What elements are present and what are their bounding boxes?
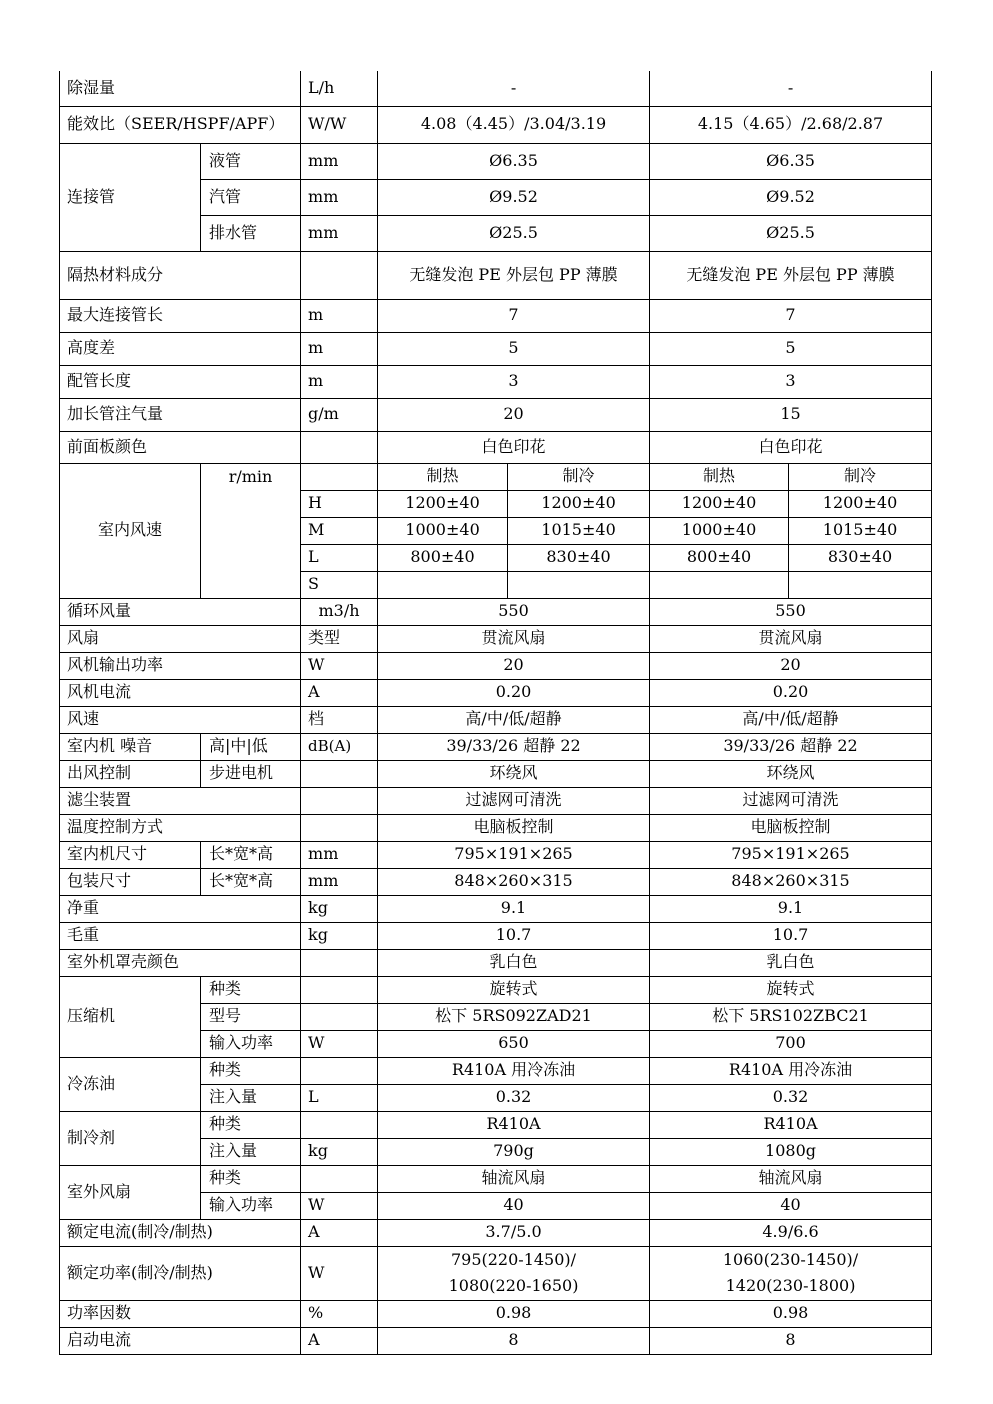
fan-speed-level: S <box>301 571 378 598</box>
label-airflow: 循环风量 <box>60 598 301 625</box>
fan-speed-heat-2: 制热 <box>650 463 789 490</box>
row-temp-ctrl <box>60 814 932 841</box>
value-pipe-gas-2: Ø9.52 <box>650 179 932 215</box>
fan-speed-cool-1: 制冷 <box>508 463 650 490</box>
value-noise-1: 39/33/26 超静 22 <box>378 733 650 760</box>
fan-speed-value: 1000±40 <box>650 517 789 544</box>
unit-outdoor-fan-power: W <box>301 1192 378 1219</box>
value-rated-power-1 <box>378 1246 650 1300</box>
label-filter: 滤尘装置 <box>60 787 301 814</box>
fan-speed-value: 830±40 <box>789 544 932 571</box>
value-compressor-power-1: 650 <box>378 1030 650 1057</box>
fan-speed-level-blank <box>301 463 378 490</box>
value-rated-power-1-line2: 1080(220-1650) <box>448 1276 579 1295</box>
unit-compressor-power: W <box>301 1030 378 1057</box>
fan-speed-value <box>508 571 650 598</box>
sublabel-package-size: 长*宽*高 <box>201 868 301 895</box>
unit-rated-power: W <box>301 1246 378 1300</box>
label-compressor-type: 种类 <box>201 976 301 1003</box>
value-compressor-power-2: 700 <box>650 1030 932 1057</box>
value-power-factor-1: 0.98 <box>378 1300 650 1327</box>
label-fan-speed: 室内风速 <box>60 463 201 598</box>
label-rated-power: 额定功率(制冷/制热) <box>60 1246 301 1300</box>
unit-extra-charge: g/m <box>301 398 378 431</box>
label-efficiency: 能效比（SEER/HSPF/APF） <box>60 106 301 143</box>
value-compressor-model-2: 松下 5RS102ZBC21 <box>650 1003 932 1030</box>
value-noise-2: 39/33/26 超静 22 <box>650 733 932 760</box>
label-rated-current: 额定电流(制冷/制热) <box>60 1219 301 1246</box>
row-outlet <box>60 760 932 787</box>
unit-pipe-gas: mm <box>301 179 378 215</box>
value-fan-power-2: 20 <box>650 652 932 679</box>
sublabel-outlet: 步进电机 <box>201 760 301 787</box>
value-rated-power-2-line2: 1420(230-1800) <box>725 1276 856 1295</box>
unit-fan-current: A <box>301 679 378 706</box>
unit-efficiency: W/W <box>301 106 378 143</box>
value-fan-current-1: 0.20 <box>378 679 650 706</box>
fan-speed-value: 1015±40 <box>508 517 650 544</box>
unit-outdoor-color <box>301 949 378 976</box>
label-gross-weight: 毛重 <box>60 922 301 949</box>
fan-speed-value: 800±40 <box>378 544 508 571</box>
value-outdoor-fan-type-2: 轴流风扇 <box>650 1165 932 1192</box>
unit-wind-speed: 档 <box>301 706 378 733</box>
value-indoor-size-2: 795×191×265 <box>650 841 932 868</box>
value-rated-power-2 <box>650 1246 932 1300</box>
value-extra-charge-2: 15 <box>650 398 932 431</box>
row-pipe-length <box>60 365 932 398</box>
value-indoor-size-1: 795×191×265 <box>378 841 650 868</box>
value-rated-current-2: 4.9/6.6 <box>650 1219 932 1246</box>
value-outdoor-fan-power-2: 40 <box>650 1192 932 1219</box>
value-max-pipe-1: 7 <box>378 299 650 332</box>
unit-airflow: m3/h <box>301 598 378 625</box>
fan-speed-cool-2: 制冷 <box>789 463 932 490</box>
value-oil-amount-1: 0.32 <box>378 1084 650 1111</box>
row-panel-color <box>60 431 932 463</box>
value-compressor-type-1: 旋转式 <box>378 976 650 1003</box>
label-refrigerant-type: 种类 <box>201 1111 301 1138</box>
label-dehumidify: 除湿量 <box>60 71 301 106</box>
row-oil-type <box>60 1057 932 1084</box>
row-filter <box>60 787 932 814</box>
label-pipe-liquid: 液管 <box>201 143 301 179</box>
row-start-current <box>60 1327 932 1354</box>
unit-oil-type <box>301 1057 378 1084</box>
label-indoor-size: 室内机尺寸 <box>60 841 201 868</box>
value-oil-type-2: R410A 用冷冻油 <box>650 1057 932 1084</box>
value-temp-ctrl-1: 电脑板控制 <box>378 814 650 841</box>
row-rated-current <box>60 1219 932 1246</box>
row-height-diff <box>60 332 932 365</box>
value-panel-color-1: 白色印花 <box>378 431 650 463</box>
unit-fan-speed: r/min <box>201 463 301 598</box>
unit-indoor-size: mm <box>301 841 378 868</box>
label-compressor-power: 输入功率 <box>201 1030 301 1057</box>
unit-refrigerant-amount: kg <box>301 1138 378 1165</box>
value-pipe-gas-1: Ø9.52 <box>378 179 650 215</box>
row-net-weight <box>60 895 932 922</box>
row-wind-speed <box>60 706 932 733</box>
row-pipe-liquid <box>60 143 932 179</box>
fan-speed-value <box>650 571 789 598</box>
unit-outdoor-fan-type <box>301 1165 378 1192</box>
row-power-factor <box>60 1300 932 1327</box>
unit-power-factor: % <box>301 1300 378 1327</box>
value-wind-speed-2: 高/中/低/超静 <box>650 706 932 733</box>
unit-filter <box>301 787 378 814</box>
row-fan-power <box>60 652 932 679</box>
label-extra-charge: 加长管注气量 <box>60 398 301 431</box>
fan-speed-value: 1200±40 <box>508 490 650 517</box>
value-pipe-liquid-2: Ø6.35 <box>650 143 932 179</box>
label-pipe: 连接管 <box>60 143 201 251</box>
value-compressor-type-2: 旋转式 <box>650 976 932 1003</box>
row-dehumidify <box>60 71 932 106</box>
value-outlet-1: 环绕风 <box>378 760 650 787</box>
label-pipe-length: 配管长度 <box>60 365 301 398</box>
fan-speed-value <box>378 571 508 598</box>
value-insulation-2: 无缝发泡 PE 外层包 PP 薄膜 <box>650 251 932 299</box>
value-pipe-drain-2: Ø25.5 <box>650 215 932 251</box>
row-fan-speed-header <box>60 463 932 490</box>
unit-height-diff: m <box>301 332 378 365</box>
row-insulation <box>60 251 932 299</box>
value-fan-1: 贯流风扇 <box>378 625 650 652</box>
value-outdoor-fan-power-1: 40 <box>378 1192 650 1219</box>
label-oil: 冷冻油 <box>60 1057 201 1111</box>
value-package-size-2: 848×260×315 <box>650 868 932 895</box>
value-start-current-1: 8 <box>378 1327 650 1354</box>
row-outdoor-color <box>60 949 932 976</box>
fan-speed-value: 1015±40 <box>789 517 932 544</box>
value-height-diff-2: 5 <box>650 332 932 365</box>
value-package-size-1: 848×260×315 <box>378 868 650 895</box>
row-rated-power <box>60 1246 932 1300</box>
label-pipe-gas: 汽管 <box>201 179 301 215</box>
value-fan-power-1: 20 <box>378 652 650 679</box>
value-wind-speed-1: 高/中/低/超静 <box>378 706 650 733</box>
label-fan-power: 风机输出功率 <box>60 652 301 679</box>
label-oil-amount: 注入量 <box>201 1084 301 1111</box>
value-height-diff-1: 5 <box>378 332 650 365</box>
value-outdoor-fan-type-1: 轴流风扇 <box>378 1165 650 1192</box>
row-efficiency <box>60 106 932 143</box>
value-rated-power-2-line1: 1060(230-1450)/ <box>722 1250 859 1269</box>
unit-fan: 类型 <box>301 625 378 652</box>
value-start-current-2: 8 <box>650 1327 932 1354</box>
label-insulation: 隔热材料成分 <box>60 251 301 299</box>
unit-panel-color <box>301 431 378 463</box>
value-fan-current-2: 0.20 <box>650 679 932 706</box>
row-extra-charge <box>60 398 932 431</box>
label-outdoor-fan: 室外风扇 <box>60 1165 201 1219</box>
value-gross-weight-2: 10.7 <box>650 922 932 949</box>
row-max-pipe <box>60 299 932 332</box>
label-compressor: 压缩机 <box>60 976 201 1057</box>
value-pipe-drain-1: Ø25.5 <box>378 215 650 251</box>
value-refrigerant-type-2: R410A <box>650 1111 932 1138</box>
value-max-pipe-2: 7 <box>650 299 932 332</box>
row-indoor-size <box>60 841 932 868</box>
label-fan-current: 风机电流 <box>60 679 301 706</box>
value-airflow-1: 550 <box>378 598 650 625</box>
unit-gross-weight: kg <box>301 922 378 949</box>
fan-speed-level: L <box>301 544 378 571</box>
value-panel-color-2: 白色印花 <box>650 431 932 463</box>
fan-speed-value: 1200±40 <box>789 490 932 517</box>
fan-speed-value: 1000±40 <box>378 517 508 544</box>
unit-pipe-drain: mm <box>301 215 378 251</box>
row-refrigerant-type <box>60 1111 932 1138</box>
unit-compressor-model <box>301 1003 378 1030</box>
label-power-factor: 功率因数 <box>60 1300 301 1327</box>
value-dehumidify-2: - <box>650 71 932 106</box>
value-efficiency-2: 4.15（4.65）/2.68/2.87 <box>650 106 932 143</box>
value-airflow-2: 550 <box>650 598 932 625</box>
value-outdoor-color-1: 乳白色 <box>378 949 650 976</box>
row-noise <box>60 733 932 760</box>
value-refrigerant-amount-1: 790g <box>378 1138 650 1165</box>
unit-dehumidify: L/h <box>301 71 378 106</box>
value-outdoor-color-2: 乳白色 <box>650 949 932 976</box>
label-outdoor-fan-type: 种类 <box>201 1165 301 1192</box>
row-outdoor-fan-type <box>60 1165 932 1192</box>
unit-refrigerant-type <box>301 1111 378 1138</box>
unit-fan-power: W <box>301 652 378 679</box>
fan-speed-level: M <box>301 517 378 544</box>
unit-max-pipe: m <box>301 299 378 332</box>
label-max-pipe: 最大连接管长 <box>60 299 301 332</box>
label-package-size: 包装尺寸 <box>60 868 201 895</box>
label-compressor-model: 型号 <box>201 1003 301 1030</box>
label-outdoor-color: 室外机罩壳颜色 <box>60 949 301 976</box>
fan-speed-value: 1200±40 <box>378 490 508 517</box>
unit-oil-amount: L <box>301 1084 378 1111</box>
row-package-size <box>60 868 932 895</box>
label-pipe-drain: 排水管 <box>201 215 301 251</box>
value-insulation-1: 无缝发泡 PE 外层包 PP 薄膜 <box>378 251 650 299</box>
value-temp-ctrl-2: 电脑板控制 <box>650 814 932 841</box>
value-rated-power-1-line1: 795(220-1450)/ <box>450 1250 577 1269</box>
label-fan: 风扇 <box>60 625 301 652</box>
value-filter-1: 过滤网可清洗 <box>378 787 650 814</box>
value-pipe-length-2: 3 <box>650 365 932 398</box>
label-height-diff: 高度差 <box>60 332 301 365</box>
label-start-current: 启动电流 <box>60 1327 301 1354</box>
row-fan-current <box>60 679 932 706</box>
value-power-factor-2: 0.98 <box>650 1300 932 1327</box>
value-pipe-length-1: 3 <box>378 365 650 398</box>
value-oil-amount-2: 0.32 <box>650 1084 932 1111</box>
unit-rated-current: A <box>301 1219 378 1246</box>
row-fan <box>60 625 932 652</box>
value-refrigerant-type-1: R410A <box>378 1111 650 1138</box>
fan-speed-heat-1: 制热 <box>378 463 508 490</box>
value-extra-charge-1: 20 <box>378 398 650 431</box>
unit-package-size: mm <box>301 868 378 895</box>
row-gross-weight <box>60 922 932 949</box>
value-net-weight-2: 9.1 <box>650 895 932 922</box>
unit-temp-ctrl <box>301 814 378 841</box>
label-refrigerant: 制冷剂 <box>60 1111 201 1165</box>
value-refrigerant-amount-2: 1080g <box>650 1138 932 1165</box>
unit-pipe-liquid: mm <box>301 143 378 179</box>
unit-compressor-type <box>301 976 378 1003</box>
value-fan-2: 贯流风扇 <box>650 625 932 652</box>
fan-speed-value <box>789 571 932 598</box>
value-compressor-model-1: 松下 5RS092ZAD21 <box>378 1003 650 1030</box>
unit-start-current: A <box>301 1327 378 1354</box>
unit-net-weight: kg <box>301 895 378 922</box>
value-gross-weight-1: 10.7 <box>378 922 650 949</box>
label-temp-ctrl: 温度控制方式 <box>60 814 301 841</box>
label-refrigerant-amount: 注入量 <box>201 1138 301 1165</box>
spec-table <box>59 71 932 1355</box>
value-net-weight-1: 9.1 <box>378 895 650 922</box>
value-pipe-liquid-1: Ø6.35 <box>378 143 650 179</box>
label-oil-type: 种类 <box>201 1057 301 1084</box>
label-outlet: 出风控制 <box>60 760 201 787</box>
unit-insulation <box>301 251 378 299</box>
value-filter-2: 过滤网可清洗 <box>650 787 932 814</box>
row-compressor-type <box>60 976 932 1003</box>
value-oil-type-1: R410A 用冷冻油 <box>378 1057 650 1084</box>
unit-noise: dB(A) <box>301 733 378 760</box>
unit-outlet <box>301 760 378 787</box>
value-efficiency-1: 4.08（4.45）/3.04/3.19 <box>378 106 650 143</box>
label-net-weight: 净重 <box>60 895 301 922</box>
label-outdoor-fan-power: 输入功率 <box>201 1192 301 1219</box>
unit-pipe-length: m <box>301 365 378 398</box>
value-dehumidify-1: - <box>378 71 650 106</box>
fan-speed-value: 830±40 <box>508 544 650 571</box>
value-outlet-2: 环绕风 <box>650 760 932 787</box>
value-rated-current-1: 3.7/5.0 <box>378 1219 650 1246</box>
label-noise: 室内机 噪音 <box>60 733 201 760</box>
fan-speed-value: 800±40 <box>650 544 789 571</box>
fan-speed-value: 1200±40 <box>650 490 789 517</box>
label-wind-speed: 风速 <box>60 706 301 733</box>
sublabel-noise: 高|中|低 <box>201 733 301 760</box>
sublabel-indoor-size: 长*宽*高 <box>201 841 301 868</box>
row-airflow <box>60 598 932 625</box>
fan-speed-level: H <box>301 490 378 517</box>
label-panel-color: 前面板颜色 <box>60 431 301 463</box>
